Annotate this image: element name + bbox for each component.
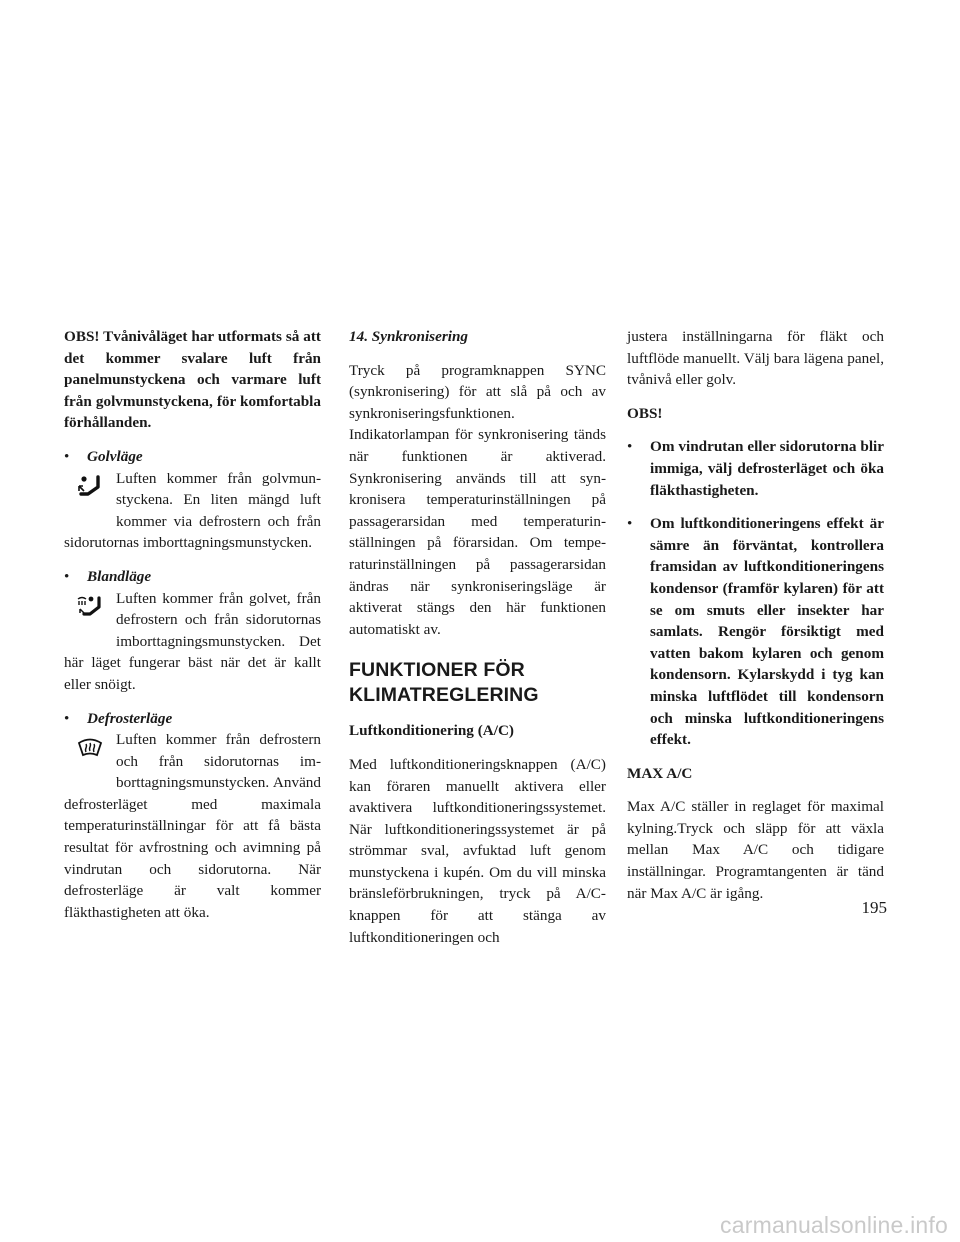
ac-text: Med luftkonditioneringsknappen (A/C) kan föraren manuellt aktivera eller avaktivera luftkonditioneringssystemet. När luftkonditioneringssystemet är på strömmar sval, avfuktad luft genom munstyckena i kupén. Om du vill minska bränsleförbrukningen, tryck på A/C-knappen för att stänga av luftkonditioneringen och	[349, 755, 606, 946]
column-1	[64, 326, 321, 935]
mode-defrost-heading	[64, 708, 321, 730]
obs-label: OBS!	[627, 404, 663, 422]
obs-item	[627, 436, 884, 501]
bullet: •	[64, 567, 70, 585]
mode-defrost-text: Luften kommer från defrostern och från sidorutornas imborttagningsmunstycken. Använd defrosterläget med maximala temperaturinställningar för att få bästa resultat för avfrostning och avimning på vindrutan och sidorutorna. När defrosterläge är valt kommer fläkthastigheten att öka.	[64, 731, 321, 921]
watermark[interactable]: carmanualsonline.info	[720, 1212, 948, 1239]
floor-mode-icon	[64, 470, 116, 512]
mode-floor-heading	[64, 446, 321, 468]
mode-floor-text: Luften kommer från golvmunstyckena. En liten mängd luft kommer via defrostern och från sidorutornas imborttagningsmunstycken.	[64, 469, 321, 552]
mode-mix-text: Luften kommer från golvet, från defrostern och från sidorutornas imborttagningsmunstycken. Det här läget fungerar bäst när det är kallt eller snöigt.	[64, 589, 321, 693]
ac-heading: Luftkonditionering (A/C)	[349, 722, 514, 740]
two-level-note: OBS! Tvånivåläget har utformats så att det kommer svalare luft från panelmunstyckena och varmare luft från golvmunstyckena, för komfortabla förhållanden.	[64, 328, 321, 432]
max-ac-text: Max A/C ställer in reglaget för maximal kylning.Tryck och släpp för att växla mellan Max A/C och tidigare inställningar. Programtangenten är tänd när Max A/C är igång.	[627, 798, 884, 902]
bullet: •	[627, 515, 633, 533]
mode-mix-title: Blandläge	[87, 567, 152, 585]
sync-heading: 14. Synkronisering	[349, 328, 469, 345]
defrost-mode-icon	[64, 731, 116, 773]
mode-mix-description	[64, 588, 321, 696]
max-ac-heading: MAX A/C	[627, 764, 693, 782]
obs-item-text: Om vindrutan eller sidorutorna blir immiga, välj defrosterläget och öka fläkthastigheten.	[650, 438, 884, 499]
ac-text-continued: justera inställningarna för fläkt och luftflöde manuellt. Välj bara lägena panel, tvånivå eller golv.	[627, 328, 884, 389]
column-3	[627, 326, 884, 916]
obs-item	[627, 513, 884, 751]
sync-text: Tryck på programknappen SYNC (synkronisering) för att slå på och av synkroniseringsfunktionen. Indikatorlampan för synkronisering tänds när funktionen är aktiverad. Synkronisering används till att synkronisera temperaturinställningen på passagerarsidan med temperaturinställningen på förarsidan. Om temperaturinställningen på passagerarsidan ändras när synkroniseringsläge är aktiverat stängs den här funktionen automatiskt av.	[349, 361, 606, 638]
page-number: 195	[861, 898, 887, 917]
bullet: •	[627, 438, 633, 456]
mix-mode-icon	[64, 590, 116, 632]
bullet: •	[64, 709, 70, 727]
mode-defrost-title: Defrosterläge	[87, 709, 173, 727]
mode-floor-title: Golvläge	[87, 447, 143, 465]
obs-list	[627, 436, 884, 750]
column-2	[349, 326, 606, 960]
bullet: •	[64, 447, 70, 465]
obs-item-text: Om luftkonditioneringens effekt är sämre än förväntat, kontrollera framsidan av luftkonditioneringens kondensor (framför kylaren) för att se om smuts eller insekter har samlats. Rengör försiktigt med vatten bakom kylaren och genom kondensorn. Kylarskydd i tyg kan minska luftflödet till kondensorn och minska luftkonditioneringens effekt.	[650, 515, 884, 749]
mode-defrost-description	[64, 729, 321, 923]
mode-floor-description	[64, 468, 321, 554]
section-heading: FUNKTIONER FÖR KLIMATREGLERING	[349, 659, 539, 707]
mode-mix-heading	[64, 566, 321, 588]
